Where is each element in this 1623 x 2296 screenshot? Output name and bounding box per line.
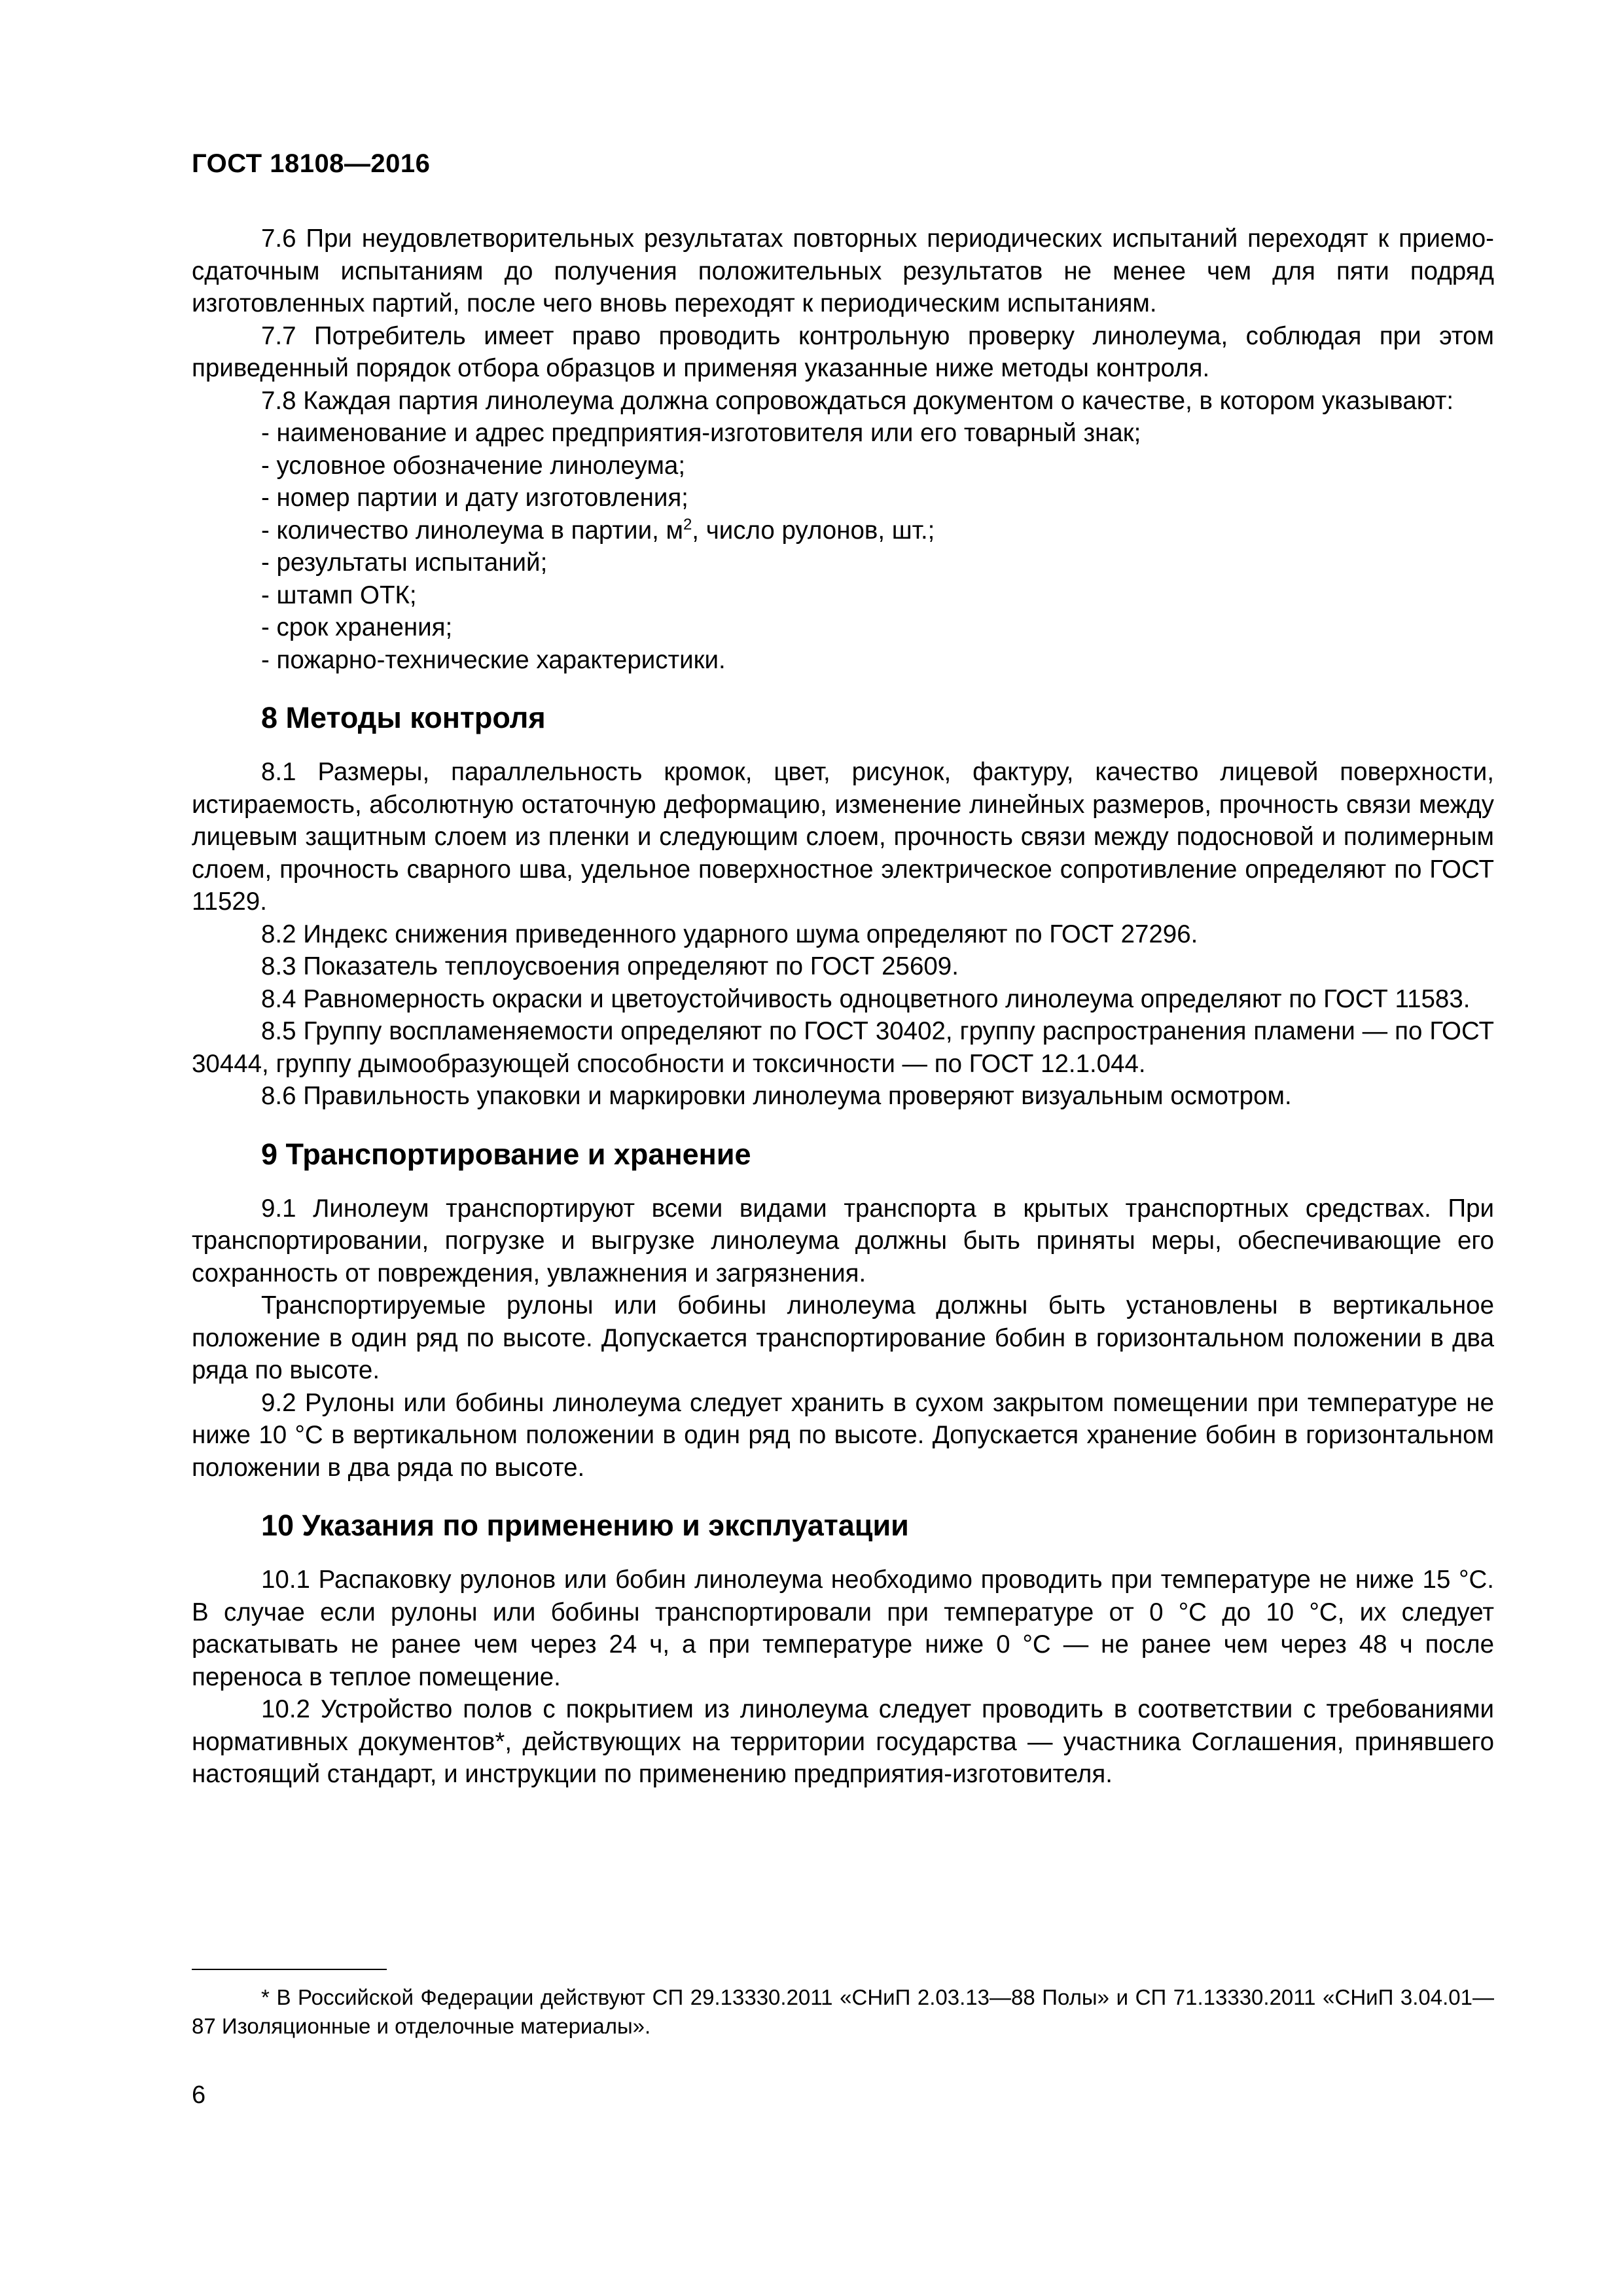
superscript: 2 bbox=[683, 515, 692, 533]
paragraph-8-5: 8.5 Группу воспламеняемости определяют по ГОСТ 30402, группу распространения пламени — по ГОСТ 30444, группу дымообразующей способности и токсичности — по ГОСТ 12.1.044. bbox=[192, 1017, 1494, 1078]
list-item bbox=[192, 514, 1494, 547]
paragraph-8-6: 8.6 Правильность упаковки и маркировки линолеума проверяют визуальным осмотром. bbox=[261, 1082, 1292, 1110]
list-item: - условное обозначение линолеума; bbox=[261, 451, 686, 480]
paragraph-7-8: 7.8 Каждая партия линолеума должна сопровождаться документом о качестве, в котором указывают: bbox=[261, 386, 1454, 415]
paragraph-7-6: 7.6 При неудовлетворительных результатах повторных периодических испытаний переходят к приемо-сдаточным испытаниям до получения положительных результатов не менее чем для пяти подряд изготовленных партий, после чего вновь переходят к периодическим испытаниям. bbox=[192, 224, 1494, 317]
paragraph-10-2: 10.2 Устройство полов с покрытием из линолеума следует проводить в соответствии с требованиями нормативных документов*, действующих на территории государства — участника Соглашения, принявшего настоящий стандарт, и инструкции по применению предприятия-изготовителя. bbox=[192, 1695, 1494, 1788]
paragraph-8-1: 8.1 Размеры, параллельность кромок, цвет, рисунок, фактуру, качество лицевой поверхности, истираемость, абсолютную остаточную деформацию, изменение линейных размеров, прочность связи между лицевым защитным слоем из пленки и следующим слоем, прочность связи между подосновой и полимерным слоем, прочность сварного шва, удельное поверхностное электрическое сопротивление определяют по ГОСТ 11529. bbox=[192, 758, 1494, 916]
section-9-heading: 9 Транспортирование и хранение bbox=[261, 1137, 751, 1171]
list-item: - номер партии и дату изготовления; bbox=[261, 484, 688, 512]
main-content bbox=[192, 223, 1494, 1791]
paragraph-8-4: 8.4 Равномерность окраски и цветоустойчивость одноцветного линолеума определяют по ГОСТ 11583. bbox=[261, 984, 1471, 1013]
page-number: 6 bbox=[192, 2081, 206, 2109]
section-8-heading: 8 Методы контроля bbox=[261, 701, 546, 734]
list-item: - штамп ОТК; bbox=[261, 581, 417, 609]
list-item-tail: , число рулонов, шт.; bbox=[692, 516, 935, 545]
paragraph-8-2: 8.2 Индекс снижения приведенного ударного шума определяют по ГОСТ 27296. bbox=[261, 920, 1198, 948]
paragraph-9-1: 9.1 Линолеум транспортируют всеми видами транспорта в крытых транспортных средствах. При транспортировании, погрузке и выгрузке линолеума должны быть приняты меры, обеспечивающие его сохранность от повреждения, увлажнения и загрязнения. bbox=[192, 1194, 1494, 1287]
footnote-text: * В Российской Федерации действуют СП 29.13330.2011 «СНиП 2.03.13—88 Полы» и СП 71.13330.2011 «СНиП 3.04.01—87 Изоляционные и отделочные материалы». bbox=[192, 1985, 1494, 2038]
list-item: - пожарно-технические характеристики. bbox=[261, 645, 726, 674]
paragraph-7-7: 7.7 Потребитель имеет право проводить контрольную проверку линолеума, соблюдая при этом приведенный порядок отбора образцов и применяя указанные ниже методы контроля. bbox=[192, 321, 1494, 382]
footnote bbox=[192, 1983, 1494, 2041]
document-header: ГОСТ 18108—2016 bbox=[192, 149, 431, 178]
list-item-text: - количество линолеума в партии, м bbox=[261, 516, 683, 545]
paragraph-10-1: 10.1 Распаковку рулонов или бобин линолеума необходимо проводить при температуре не ниже 15 °С. В случае если рулоны или бобины транспортировали при температуре от 0 °С до 10 °С, их следует раскатывать не ранее чем через 24 ч, а при температуре ниже 0 °С — не ранее чем через 48 ч после переноса в теплое помещение. bbox=[192, 1566, 1494, 1691]
section-10-heading: 10 Указания по применению и эксплуатации bbox=[261, 1509, 909, 1542]
footnote-divider bbox=[192, 1969, 387, 1970]
paragraph-9-1-continued: Транспортируемые рулоны или бобины линолеума должны быть установлены в вертикальное положение в один ряд по высоте. Допускается транспортирование бобин в горизонтальном положении в два ряда по высоте. bbox=[192, 1291, 1494, 1384]
list-item: - срок хранения; bbox=[261, 613, 453, 641]
paragraph-9-2: 9.2 Рулоны или бобины линолеума следует хранить в сухом закрытом помещении при температуре не ниже 10 °С в вертикальном положении в один ряд по высоте. Допускается хранение бобин в горизонтальном положении в два ряда по высоте. bbox=[192, 1388, 1494, 1482]
list-item: - наименование и адрес предприятия-изготовителя или его товарный знак; bbox=[261, 419, 1141, 447]
paragraph-8-3: 8.3 Показатель теплоусвоения определяют по ГОСТ 25609. bbox=[261, 952, 959, 980]
list-item: - результаты испытаний; bbox=[261, 548, 548, 577]
